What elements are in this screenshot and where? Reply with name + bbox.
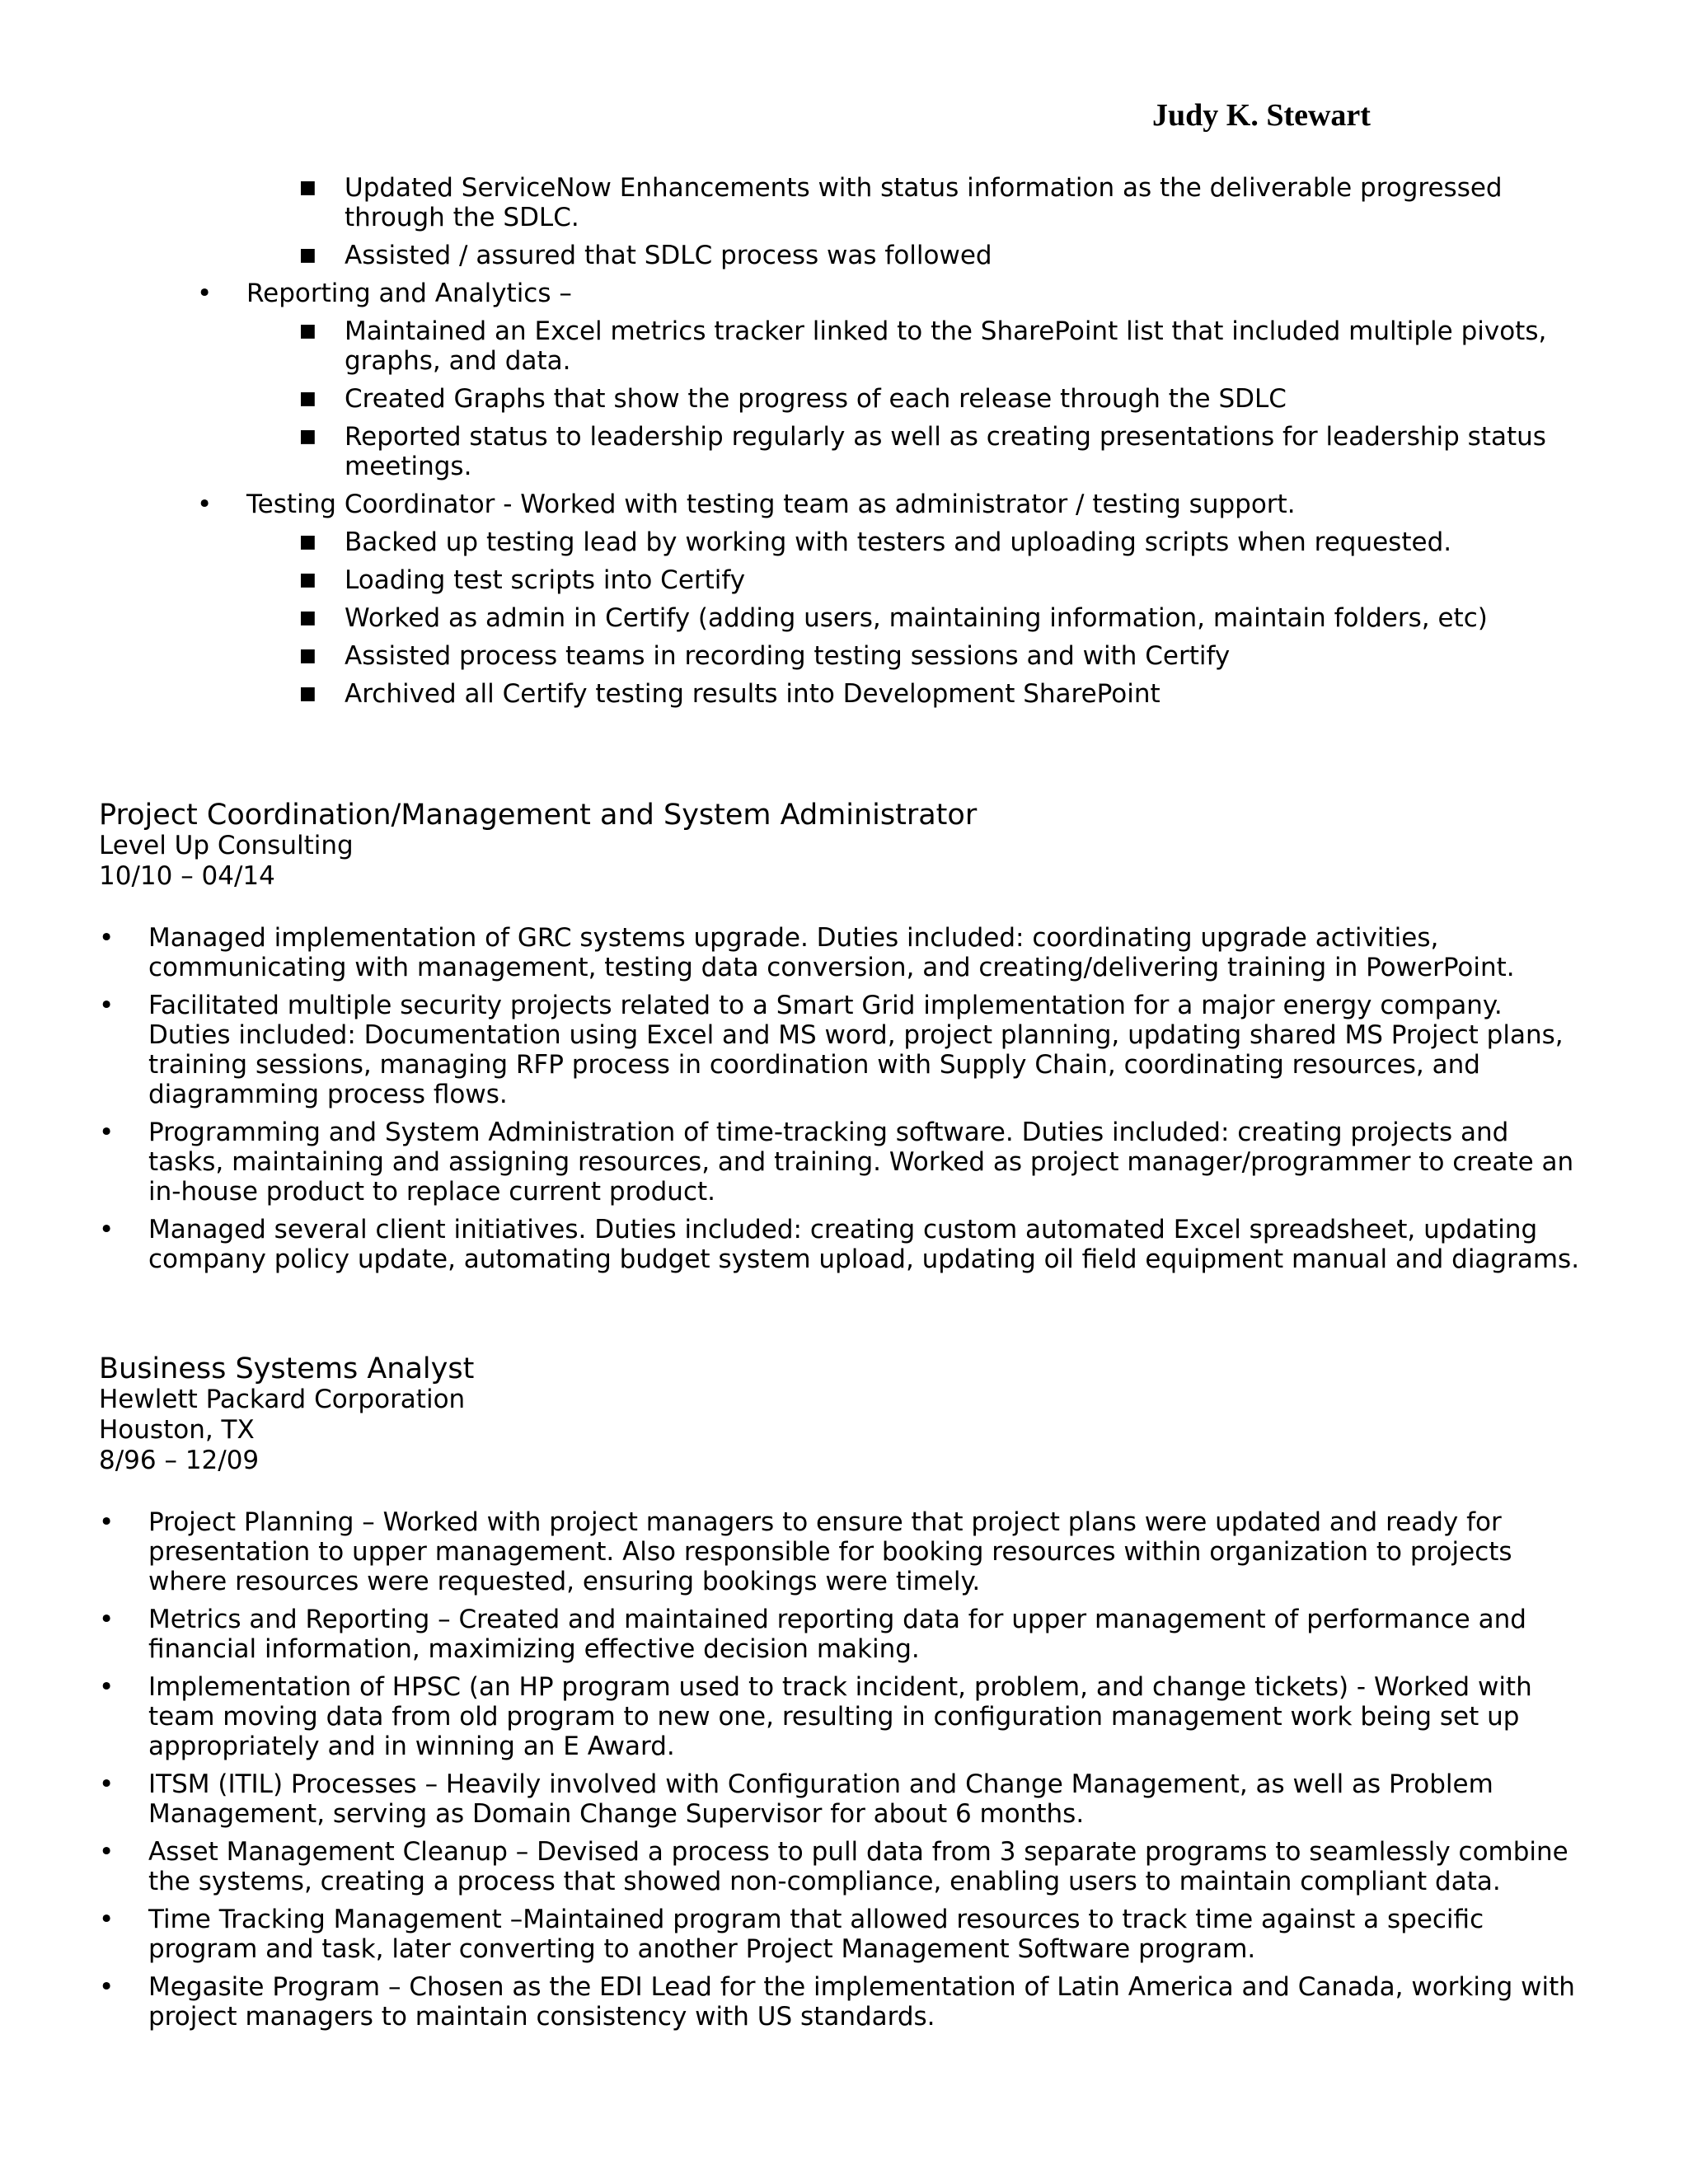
square-bullet-icon: ■: [299, 607, 316, 628]
square-bullet-icon: ■: [299, 426, 316, 447]
round-bullet-icon: •: [99, 1672, 115, 1702]
sub-bullet: ■ Assisted / assured that SDLC process was followed: [299, 241, 992, 270]
square-bullet-icon: ■: [299, 532, 316, 552]
job-section-2: [0, 1353, 1688, 2040]
job-bullet: • Facilitated multiple security projects related to a Smart Grid implementation for a major energy company. Duties included: Documentation using Excel and MS word, project planning, updating shared MS Project plans, training sessions, managing RFP process in coordination with Supply Chain, coordinating resources, and diagramming process flows.: [99, 991, 1564, 1109]
square-bullet-icon: ■: [299, 245, 316, 265]
square-bullet-icon: ■: [299, 645, 316, 666]
sub-bullet: ■ Loading test scripts into Certify: [299, 565, 746, 595]
square-bullet-icon: ■: [299, 569, 316, 590]
square-bullet-icon: ■: [299, 683, 316, 704]
job-dates: 10/10 – 04/14: [99, 861, 275, 891]
round-bullet-icon: •: [99, 1507, 115, 1537]
round-bullet-icon: •: [99, 1837, 115, 1867]
round-bullet-icon: •: [99, 1605, 115, 1634]
job-bullet: • Programming and System Administration of time-tracking software. Duties included: creating projects and tasks, maintaining and assigning resources, and training. Worked as project manager/programmer to create an in-house product to replace current product.: [99, 1118, 1574, 1207]
company-name: Hewlett Packard Corporation: [99, 1385, 466, 1414]
round-bullet-icon: •: [99, 1905, 115, 1934]
round-bullet-icon: •: [99, 1215, 115, 1244]
round-bullet-icon: •: [99, 1118, 115, 1147]
job-location: Houston, TX: [99, 1415, 255, 1445]
sub-bullet: ■ Worked as admin in Certify (adding users, maintaining information, maintain folders, etc): [299, 603, 1488, 633]
job-dates: 8/96 – 12/09: [99, 1446, 260, 1475]
sub-bullet: ■ Maintained an Excel metrics tracker linked to the SharePoint list that included multiple pivots, graphs, and data.: [299, 316, 1547, 376]
job-bullet: • Time Tracking Management –Maintained program that allowed resources to track time against a specific program and task, later converting to another Project Management Software program.: [99, 1905, 1484, 1964]
job-bullet: • Asset Management Cleanup – Devised a process to pull data from 3 separate programs to seamlessly combine the systems, creating a process that showed non-compliance, enabling users to maintain compliant data.: [99, 1837, 1568, 1896]
square-bullet-icon: ■: [299, 321, 316, 341]
company-name: Level Up Consulting: [99, 831, 354, 860]
job-section-1: [0, 799, 1688, 1282]
job-title: Business Systems Analyst: [99, 1352, 475, 1385]
bullet-reporting: • Reporting and Analytics –: [197, 279, 572, 308]
square-bullet-icon: ■: [299, 388, 316, 409]
round-bullet-icon: •: [99, 1972, 115, 2002]
round-bullet-icon: •: [99, 991, 115, 1020]
round-bullet-icon: •: [197, 490, 213, 519]
job-bullet: • Implementation of HPSC (an HP program used to track incident, problem, and change tickets) - Worked with team moving data from old program to new one, resulting in configuration management work being set up appropriately and in winning an E Award.: [99, 1672, 1532, 1761]
sub-bullet: ■ Updated ServiceNow Enhancements with status information as the deliverable progressed through the SDLC.: [299, 173, 1503, 232]
round-bullet-icon: •: [99, 923, 115, 953]
bullet-testing: • Testing Coordinator - Worked with testing team as administrator / testing support.: [197, 490, 1296, 519]
candidate-name: Judy K. Stewart: [1152, 98, 1371, 133]
job-bullet: • Managed implementation of GRC systems upgrade. Duties included: coordinating upgrade activities, communicating with management, testing data conversion, and creating/delivering training in PowerPoint.: [99, 923, 1515, 982]
job-bullet: • Managed several client initiatives. Duties included: creating custom automated Excel spreadsheet, updating company policy update, automating budget system upload, updating oil field equipment manual and diagrams.: [99, 1215, 1580, 1274]
round-bullet-icon: •: [197, 279, 213, 308]
job-bullet: • Project Planning – Worked with project managers to ensure that project plans were updated and ready for presentation to upper management. Also responsible for booking resources within organization to projects where resources were requested, ensuring bookings were timely.: [99, 1507, 1512, 1596]
job-title: Project Coordination/Management and System Administrator: [99, 799, 978, 832]
continued-section: [0, 173, 1688, 717]
sub-bullet: ■ Backed up testing lead by working with testers and uploading scripts when requested.: [299, 527, 1452, 557]
job-bullet: • Megasite Program – Chosen as the EDI Lead for the implementation of Latin America and Canada, working with project managers to maintain consistency with US standards.: [99, 1972, 1575, 2032]
sub-bullet: ■ Created Graphs that show the progress of each release through the SDLC: [299, 384, 1287, 414]
job-bullet: • Metrics and Reporting – Created and maintained reporting data for upper management of performance and financial information, maximizing effective decision making.: [99, 1605, 1526, 1664]
square-bullet-icon: ■: [299, 177, 316, 198]
job-bullet: • ITSM (ITIL) Processes – Heavily involved with Configuration and Change Management, as well as Problem Management, serving as Domain Change Supervisor for about 6 months.: [99, 1769, 1493, 1829]
round-bullet-icon: •: [99, 1769, 115, 1799]
sub-bullet: ■ Archived all Certify testing results into Development SharePoint: [299, 679, 1160, 709]
sub-bullet: ■ Assisted process teams in recording testing sessions and with Certify: [299, 641, 1231, 671]
sub-bullet: ■ Reported status to leadership regularly as well as creating presentations for leadership status meetings.: [299, 422, 1546, 481]
